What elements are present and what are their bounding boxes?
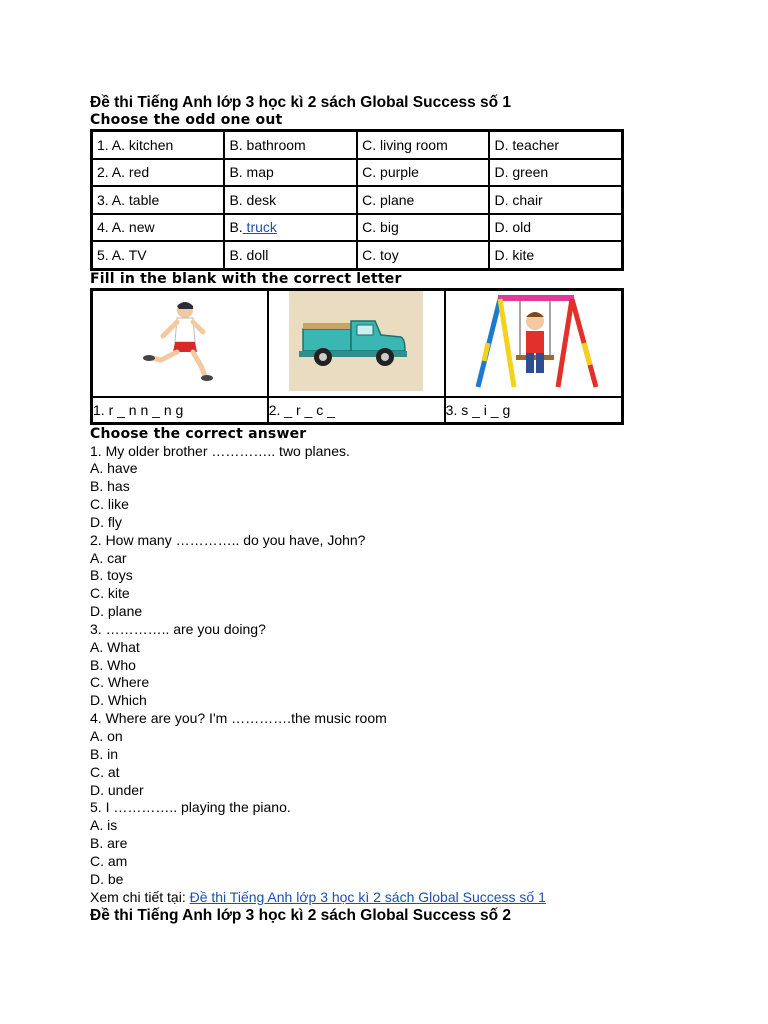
answer-option: A. car <box>90 549 127 566</box>
table-cell: D. old <box>489 214 622 242</box>
running-boy-icon <box>135 296 225 386</box>
answer-option: C. at <box>90 763 120 780</box>
table-cell: D. teacher <box>489 131 622 159</box>
answer-option: B. has <box>90 478 130 495</box>
answer-option: B. are <box>90 835 128 852</box>
table-row <box>92 290 622 397</box>
answer-option: D. fly <box>90 513 122 530</box>
answer-option: C. like <box>90 496 129 513</box>
table-cell: C. purple <box>357 159 489 187</box>
table-row <box>92 397 622 423</box>
table-cell: 3. A. table <box>92 186 224 214</box>
truck-link[interactable]: truck <box>242 219 277 236</box>
exam-title-2: Đề thi Tiếng Anh lớp 3 học kì 2 sách Global Success số 2 <box>90 907 512 925</box>
table-cell: 5. A. TV <box>92 241 224 269</box>
table-cell: 4. A. new <box>92 214 224 242</box>
answer-option: A. What <box>90 638 140 655</box>
table-row <box>92 241 622 269</box>
fill-label: 1. r _ n n _ n g <box>92 397 268 423</box>
section-heading-odd-one-out: Choose the odd one out <box>90 112 283 128</box>
detail-prefix: Xem chi tiết tại: <box>90 888 190 905</box>
question-text: 4. Where are you? I'm ………….the music room <box>90 710 387 727</box>
table-cell: D. green <box>489 159 622 187</box>
fill-blank-table <box>90 288 624 425</box>
table-row <box>92 186 622 214</box>
answer-option: A. is <box>90 817 118 834</box>
truck-icon <box>289 291 423 391</box>
answer-option: B. in <box>90 745 119 762</box>
table-cell: D. kite <box>489 241 622 269</box>
table-cell <box>224 214 357 242</box>
table-row <box>92 159 622 187</box>
answer-option: B. toys <box>90 567 133 584</box>
answer-option: D. under <box>90 781 144 798</box>
table-cell: 1. A. kitchen <box>92 131 224 159</box>
table-cell: C. plane <box>357 186 489 214</box>
option-label: B. <box>229 219 243 236</box>
picture-cell <box>268 290 445 397</box>
document-page <box>90 94 630 926</box>
table-cell: C. toy <box>357 241 489 269</box>
detail-line <box>90 889 630 907</box>
picture-cell <box>445 290 622 397</box>
table-cell: B. map <box>224 159 357 187</box>
question-text: 5. I ………….. playing the piano. <box>90 799 291 816</box>
questions-list <box>90 443 630 889</box>
section-heading-fill-blank: Fill in the blank with the correct letter <box>90 270 402 287</box>
question-text: 3. ………….. are you doing? <box>90 620 266 637</box>
table-cell: C. big <box>357 214 489 242</box>
table-cell: 2. A. red <box>92 159 224 187</box>
answer-option: A. on <box>90 728 123 744</box>
table-cell: B. bathroom <box>224 131 357 159</box>
odd-one-out-table <box>90 129 624 271</box>
swing-icon <box>458 291 608 391</box>
fill-label: 3. s _ i _ g <box>445 397 622 423</box>
table-cell: B. desk <box>224 186 357 214</box>
table-cell: D. chair <box>489 186 622 214</box>
question-text: 1. My older brother ………….. two planes. <box>90 442 350 459</box>
table-row <box>92 214 622 242</box>
fill-label: 2. _ r _ c _ <box>268 397 445 423</box>
detail-link[interactable]: Đề thi Tiếng Anh lớp 3 học kì 2 sách Global Success số 1 <box>189 888 546 905</box>
table-cell: C. living room <box>357 131 489 159</box>
picture-cell <box>92 290 268 397</box>
answer-option: C. kite <box>90 585 130 602</box>
answer-option: A. have <box>90 460 138 477</box>
answer-option: C. am <box>90 852 128 869</box>
answer-option: D. plane <box>90 603 143 620</box>
exam-title-1: Đề thi Tiếng Anh lớp 3 học kì 2 sách Global Success số 1 <box>90 94 512 111</box>
table-row <box>92 131 622 159</box>
answer-option: C. Where <box>90 674 150 691</box>
section-heading-correct-answer: Choose the correct answer <box>90 425 307 442</box>
question-text: 2. How many ………….. do you have, John? <box>90 531 366 548</box>
answer-option: D. be <box>90 870 124 887</box>
answer-option: B. Who <box>90 656 136 673</box>
table-cell: B. doll <box>224 241 357 269</box>
answer-option: D. Which <box>90 692 147 709</box>
